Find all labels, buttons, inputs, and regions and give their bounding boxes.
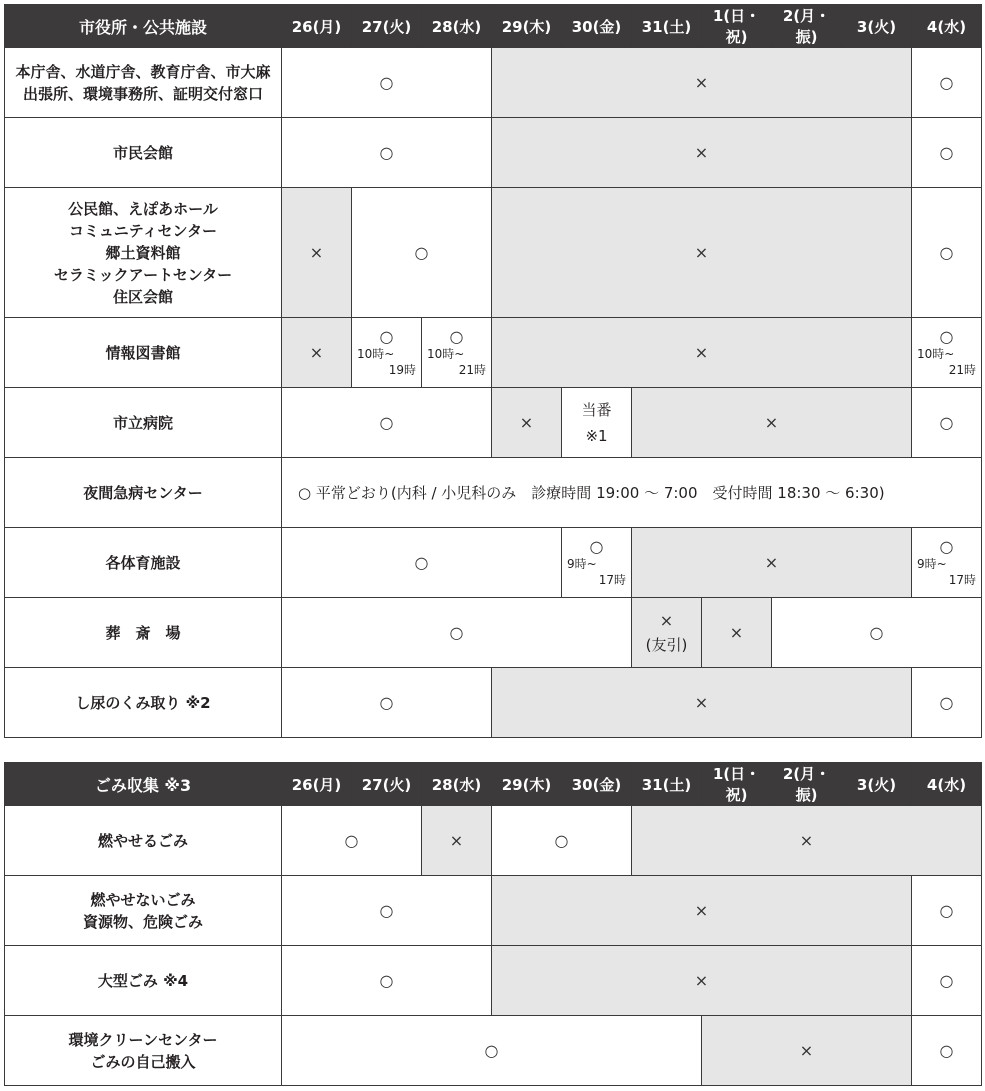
open-mark: ○ bbox=[379, 693, 394, 712]
closed-cell bbox=[282, 318, 352, 388]
open-cell bbox=[282, 806, 422, 876]
closed-mark: × bbox=[729, 623, 744, 642]
table-row bbox=[5, 388, 982, 458]
open-mark: ○ bbox=[939, 693, 954, 712]
open-cell bbox=[912, 188, 982, 318]
hours-start: 10時~ bbox=[357, 347, 395, 361]
day-header-27: 27(火) bbox=[352, 5, 422, 48]
row-label: 葬 斎 場 bbox=[5, 598, 282, 668]
open-cell bbox=[282, 48, 492, 118]
facilities-schedule-table bbox=[4, 4, 982, 738]
open-mark: ○ bbox=[939, 1041, 954, 1060]
open-mark: ○ bbox=[939, 413, 954, 432]
closed-mark: × bbox=[799, 1041, 814, 1060]
open-mark: ○ bbox=[449, 623, 464, 642]
closed-cell bbox=[492, 188, 912, 318]
closed-mark: × bbox=[694, 243, 709, 262]
open-mark: ○ bbox=[414, 553, 429, 572]
open-mark: ○ bbox=[379, 327, 394, 346]
open-hours-cell bbox=[562, 528, 632, 598]
open-mark: ○ bbox=[939, 971, 954, 990]
open-cell bbox=[282, 598, 632, 668]
table-row bbox=[5, 528, 982, 598]
closed-cell bbox=[702, 1016, 912, 1086]
duty-note: ※1 bbox=[585, 426, 608, 445]
row-label: 燃やせないごみ 資源物、危険ごみ bbox=[5, 876, 282, 946]
open-mark: ○ bbox=[484, 1041, 499, 1060]
row-label: 夜間急病センター bbox=[5, 458, 282, 528]
day-header-27: 27(火) bbox=[352, 763, 422, 806]
closed-cell bbox=[492, 668, 912, 738]
duty-cell bbox=[562, 388, 632, 458]
day-header-31: 31(土) bbox=[632, 5, 702, 48]
hours-end: 21時 bbox=[458, 363, 486, 377]
closed-cell bbox=[632, 528, 912, 598]
day-header-26: 26(月) bbox=[282, 763, 352, 806]
row-label: 各体育施設 bbox=[5, 528, 282, 598]
day-header-2: 2(月・振) bbox=[772, 763, 842, 806]
hours-end: 19時 bbox=[388, 363, 416, 377]
open-cell bbox=[912, 48, 982, 118]
table-row bbox=[5, 668, 982, 738]
open-cell bbox=[282, 118, 492, 188]
open-hours-cell bbox=[912, 528, 982, 598]
closed-cell bbox=[492, 388, 562, 458]
day-header-30: 30(金) bbox=[562, 5, 632, 48]
open-mark: ○ bbox=[379, 901, 394, 920]
hours-end: 17時 bbox=[948, 573, 976, 587]
open-cell bbox=[282, 528, 562, 598]
day-header-30: 30(金) bbox=[562, 763, 632, 806]
open-mark: ○ bbox=[939, 537, 954, 556]
open-cell bbox=[912, 118, 982, 188]
open-cell bbox=[912, 946, 982, 1016]
day-header-1: 1(日・祝) bbox=[702, 5, 772, 48]
closed-cell bbox=[702, 598, 772, 668]
table-row bbox=[5, 876, 982, 946]
open-hours-cell bbox=[422, 318, 492, 388]
hours-start: 10時~ bbox=[917, 347, 955, 361]
row-label: 市立病院 bbox=[5, 388, 282, 458]
open-cell bbox=[912, 388, 982, 458]
open-cell bbox=[352, 188, 492, 318]
open-mark: ○ bbox=[344, 831, 359, 850]
closed-cell bbox=[492, 876, 912, 946]
tomobiki-cell bbox=[632, 598, 702, 668]
garbage-title: ごみ収集 ※3 bbox=[5, 763, 282, 806]
day-header-26: 26(月) bbox=[282, 5, 352, 48]
row-label: 燃やせるごみ bbox=[5, 806, 282, 876]
closed-mark: × bbox=[309, 343, 324, 362]
hours-start: 9時~ bbox=[917, 557, 947, 571]
closed-cell bbox=[632, 806, 982, 876]
day-header-28: 28(水) bbox=[422, 5, 492, 48]
closed-mark: × bbox=[694, 971, 709, 990]
open-cell bbox=[282, 668, 492, 738]
closed-mark: × bbox=[309, 243, 324, 262]
closed-cell bbox=[282, 188, 352, 318]
closed-mark: × bbox=[799, 831, 814, 850]
hours-end: 21時 bbox=[948, 363, 976, 377]
night-clinic-note: ○ 平常どおり(内科 / 小児科のみ 診療時間 19:00 〜 7:00 受付時間 18:30 〜 6:30) bbox=[282, 458, 982, 528]
row-label: 本庁舎、水道庁舎、教育庁舎、市大麻 出張所、環境事務所、証明交付窓口 bbox=[5, 48, 282, 118]
open-mark: ○ bbox=[939, 143, 954, 162]
row-label: 情報図書館 bbox=[5, 318, 282, 388]
garbage-schedule-table bbox=[4, 762, 982, 1086]
table-row bbox=[5, 598, 982, 668]
open-cell bbox=[912, 1016, 982, 1086]
day-header-29: 29(木) bbox=[492, 763, 562, 806]
open-mark: ○ bbox=[939, 73, 954, 92]
open-mark: ○ bbox=[379, 413, 394, 432]
open-mark: ○ bbox=[939, 901, 954, 920]
table-row bbox=[5, 188, 982, 318]
table-row bbox=[5, 318, 982, 388]
closed-mark: × bbox=[694, 901, 709, 920]
open-cell bbox=[282, 946, 492, 1016]
duty-label: 当番 bbox=[581, 400, 612, 419]
day-header-4: 4(水) bbox=[912, 763, 982, 806]
table-row bbox=[5, 1016, 982, 1086]
closed-cell bbox=[492, 118, 912, 188]
hours-start: 9時~ bbox=[567, 557, 597, 571]
open-cell bbox=[492, 806, 632, 876]
open-mark: ○ bbox=[449, 327, 464, 346]
closed-cell bbox=[492, 48, 912, 118]
header-row bbox=[5, 763, 982, 806]
day-header-28: 28(水) bbox=[422, 763, 492, 806]
closed-cell bbox=[422, 806, 492, 876]
closed-mark: × bbox=[694, 343, 709, 362]
open-hours-cell bbox=[912, 318, 982, 388]
table-row bbox=[5, 946, 982, 1016]
day-header-4: 4(水) bbox=[912, 5, 982, 48]
open-mark: ○ bbox=[939, 243, 954, 262]
closed-cell bbox=[632, 388, 912, 458]
open-mark: ○ bbox=[869, 623, 884, 642]
open-mark: ○ bbox=[379, 971, 394, 990]
closed-mark: × bbox=[764, 413, 779, 432]
open-mark: ○ bbox=[554, 831, 569, 850]
facilities-title: 市役所・公共施設 bbox=[5, 5, 282, 48]
hours-end: 17時 bbox=[598, 573, 626, 587]
row-label: 公民館、えぽあホール コミュニティセンター 郷土資料館 セラミックアートセンター 住区会館 bbox=[5, 188, 282, 318]
closed-mark: × bbox=[694, 143, 709, 162]
open-mark: ○ bbox=[379, 143, 394, 162]
day-header-1: 1(日・祝) bbox=[702, 763, 772, 806]
closed-mark: × bbox=[694, 693, 709, 712]
row-label: 大型ごみ ※4 bbox=[5, 946, 282, 1016]
open-cell bbox=[282, 876, 492, 946]
closed-cell bbox=[492, 318, 912, 388]
closed-mark: × bbox=[449, 831, 464, 850]
open-cell bbox=[912, 876, 982, 946]
day-header-29: 29(木) bbox=[492, 5, 562, 48]
open-mark: ○ bbox=[939, 327, 954, 346]
day-header-31: 31(土) bbox=[632, 763, 702, 806]
closed-cell bbox=[492, 946, 912, 1016]
open-mark: ○ bbox=[414, 243, 429, 262]
table-row bbox=[5, 806, 982, 876]
open-cell bbox=[772, 598, 982, 668]
open-cell bbox=[282, 1016, 702, 1086]
row-label: し尿のくみ取り ※2 bbox=[5, 668, 282, 738]
row-label: 環境クリーンセンター ごみの自己搬入 bbox=[5, 1016, 282, 1086]
closed-mark: × bbox=[694, 73, 709, 92]
hours-start: 10時~ bbox=[427, 347, 465, 361]
header-row bbox=[5, 5, 982, 48]
closed-mark: × bbox=[519, 413, 534, 432]
day-header-2: 2(月・振) bbox=[772, 5, 842, 48]
open-mark: ○ bbox=[589, 537, 604, 556]
table-row bbox=[5, 118, 982, 188]
closed-mark: × bbox=[764, 553, 779, 572]
closed-mark: × bbox=[659, 610, 674, 630]
open-mark: ○ bbox=[379, 73, 394, 92]
table-row bbox=[5, 48, 982, 118]
day-header-3: 3(火) bbox=[842, 763, 912, 806]
table-row bbox=[5, 458, 982, 528]
open-hours-cell bbox=[352, 318, 422, 388]
row-label: 市民会館 bbox=[5, 118, 282, 188]
open-cell bbox=[912, 668, 982, 738]
tomobiki-label: (友引) bbox=[645, 635, 688, 654]
day-header-3: 3(火) bbox=[842, 5, 912, 48]
open-cell bbox=[282, 388, 492, 458]
